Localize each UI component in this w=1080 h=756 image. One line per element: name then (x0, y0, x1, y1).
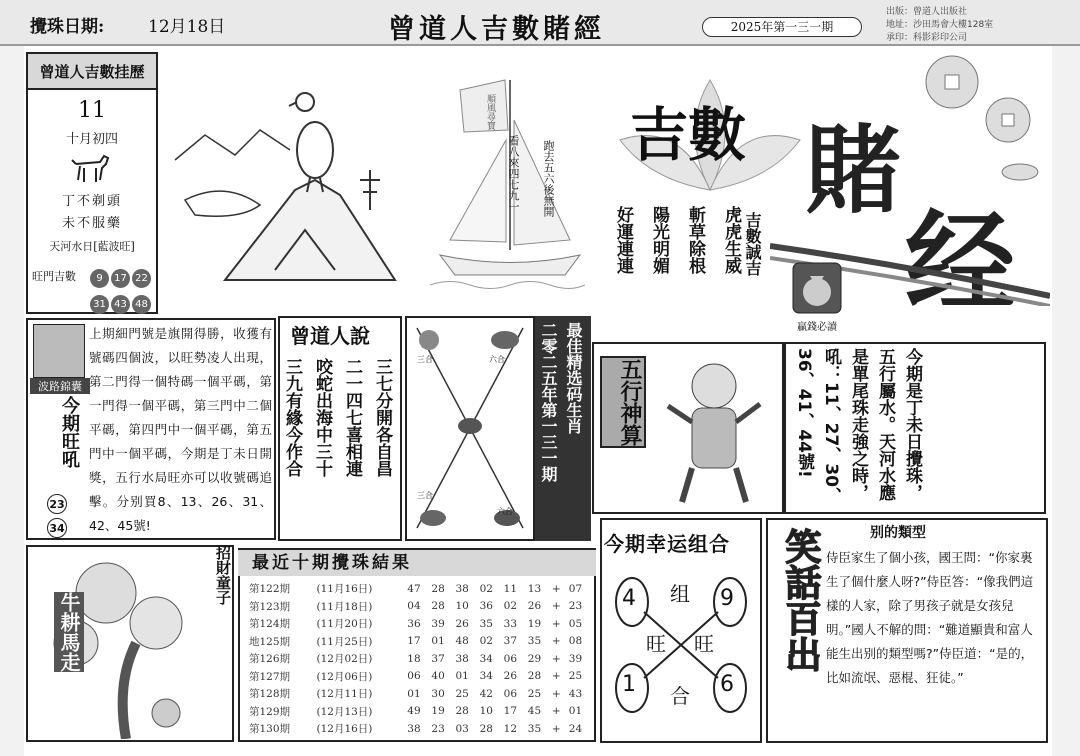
big-title-du: 賭 (805, 114, 901, 227)
result-number: 23 (431, 722, 445, 735)
calendar-title: 曾道人吉數挂歷 (28, 54, 156, 90)
issue-number: 2025年第一三一期 (702, 17, 862, 37)
calendar-taboo-1: 丁不剃頭 (61, 194, 122, 209)
result-number: 37 (431, 652, 445, 665)
result-date: (12月13日) (316, 705, 373, 718)
result-number: 01 (455, 670, 469, 683)
result-issue: 第126期 (249, 653, 291, 666)
five-elements-title: 五行神算 (600, 356, 646, 448)
boat-flag-text: 順風尋寶 (485, 94, 495, 130)
result-number: 25 (527, 687, 542, 700)
result-date: (11月20日) (316, 618, 373, 631)
result-number: 10 (479, 705, 493, 718)
result-number: 10 (455, 600, 469, 613)
result-issue: 第130期 (249, 723, 291, 736)
result-number: 39 (431, 617, 445, 630)
lucky-number: 48 (132, 295, 151, 314)
result-issue: 第127期 (249, 670, 291, 683)
poem-column: 虎虎生威 (721, 206, 741, 274)
result-number: + (551, 600, 561, 613)
result-issue: 第124期 (249, 618, 291, 631)
page-title: 曾道人吉數賭經 (388, 14, 605, 45)
draw-date-label: 攪珠日期: (30, 17, 105, 37)
relation-label: 三合 (417, 491, 433, 500)
hot-numbers-text: 上期細門號是旗開得勝，收獲有號碼四個波，以旺勢凌人出現，第二門得一個特碼一個平碼，第一門得一個平碼，第三門中二個平碼，第四門中一個平碼，第五門中一個平碼，今期是丁未日開獎，五行水局旺亦可以收號碼追擊。分别買8、13、26、31、42、45號! (89, 326, 272, 533)
fortune-child-label: 招財童子 (214, 545, 232, 605)
bird-on-hill-illustration (165, 80, 425, 300)
lucky-word-right: 旺 (694, 632, 714, 656)
big-title-jing: 经 (905, 198, 1015, 327)
table-row (248, 720, 592, 738)
relation-label: 六合 (497, 507, 513, 516)
poem-column: 陽光明媚 (649, 206, 669, 274)
lucky-number-2: 9 (720, 586, 734, 611)
saying-column: 三七分開各自昌 (372, 358, 392, 477)
result-number: 05 (568, 617, 583, 630)
result-number: + (551, 670, 561, 683)
result-number: 28 (431, 600, 445, 613)
zodiac-relation-panel (405, 316, 535, 541)
joke-heading: 笑話百出 (780, 528, 821, 672)
header-bar (0, 0, 1080, 46)
lucky-number: 43 (111, 295, 130, 314)
result-issue: 地125期 (249, 635, 291, 648)
child-figure-illustration (654, 352, 774, 508)
zodiac-cross-diagram (407, 318, 533, 539)
result-number: 36 (407, 617, 421, 630)
result-number: 13 (527, 582, 542, 595)
result-number: 28 (431, 582, 445, 595)
result-number: 01 (407, 687, 421, 700)
strip-issue-text: 二零二五年第一三一期 (539, 322, 558, 482)
result-issue: 第122期 (249, 583, 291, 596)
result-date: (12月06日) (316, 670, 373, 683)
result-number: + (551, 705, 561, 718)
result-number: 26 (503, 670, 518, 683)
lucky-number: 22 (132, 269, 151, 288)
result-number: 39 (568, 652, 583, 665)
result-date: (12月02日) (316, 653, 373, 666)
five-elements-text: 今期是丁未日攪珠，五行屬水。天河水應是單尾珠走強之時，吼：11、27、30、36、41、44號! (794, 348, 922, 504)
table-row (248, 633, 592, 651)
result-number: 02 (479, 635, 493, 648)
recent-results-title: 最近十期攪珠結果 (238, 550, 596, 576)
result-number: 34 (479, 652, 493, 665)
publisher-line-2: 地址：沙田馬會大樓128室 (886, 20, 994, 30)
sayings-title: 曾道人說 (290, 324, 370, 348)
result-number: 07 (568, 582, 583, 595)
result-number: 35 (527, 635, 542, 648)
result-number: 01 (431, 635, 445, 648)
hot-numbers-heading: 今期旺吼 (59, 396, 80, 468)
result-date: (11月16日) (316, 583, 373, 596)
result-number: 11 (503, 582, 518, 595)
lucky-number-4: 6 (720, 672, 734, 697)
recent-results-table (248, 580, 592, 738)
saying-column: 三九有緣今作合 (282, 358, 302, 477)
result-number: 38 (455, 652, 469, 665)
poem-column: 好運連連 (613, 206, 633, 274)
result-number: 29 (527, 652, 542, 665)
result-number: + (551, 617, 561, 630)
result-number: 19 (527, 617, 542, 630)
result-number: 25 (568, 670, 583, 683)
result-number: 49 (407, 705, 421, 718)
win-badge-label: 贏錢必讀 (797, 322, 837, 333)
poem-side: 吉數誠吉 (743, 212, 762, 276)
result-number: 08 (568, 635, 583, 648)
hot-numbers-tag: 波路錦囊 (30, 378, 90, 394)
saying-column: 咬蛇出海中三十 (312, 358, 332, 477)
result-number: + (551, 722, 561, 735)
result-date: (12月11日) (316, 688, 373, 701)
result-number: 01 (568, 705, 583, 718)
result-number: 06 (503, 652, 518, 665)
result-number: 28 (527, 670, 542, 683)
relation-label: 六合 (489, 355, 505, 364)
result-number: 28 (479, 722, 493, 735)
result-number: 23 (568, 600, 583, 613)
result-number: 47 (407, 582, 421, 595)
publisher-line-3: 承印：科影彩印公司 (886, 33, 968, 43)
result-number: 48 (455, 635, 469, 648)
result-number: 36 (479, 600, 493, 613)
result-number: 26 (455, 617, 469, 630)
calendar-taboo-2: 未不服藥 (61, 216, 122, 231)
result-number: 02 (503, 600, 518, 613)
draw-date: 12月18日 (148, 17, 226, 37)
right-border (1052, 46, 1080, 756)
sayings-columns (281, 358, 395, 477)
result-number: 02 (479, 582, 493, 595)
publisher-line-1: 出版：曾道人出版社 (886, 7, 968, 17)
table-row (248, 598, 592, 616)
result-number: 25 (455, 687, 469, 700)
result-number: 03 (455, 722, 469, 735)
calendar-lunar-date: 十月初四 (65, 132, 118, 147)
poem-column: 斬草除根 (685, 206, 705, 274)
result-number: 06 (407, 670, 421, 683)
lucky-numbers-row-2 (90, 292, 153, 314)
boat-verse-right: 跑去五六後無開 (542, 140, 555, 217)
result-number: 45 (527, 705, 542, 718)
result-number: 38 (407, 722, 421, 735)
lucky-number-1: 4 (622, 586, 636, 611)
result-number: 35 (527, 722, 542, 735)
hot-number-circle: 23 (47, 494, 67, 514)
left-border (0, 46, 24, 756)
result-number: 33 (503, 617, 518, 630)
hot-number-circle: 34 (47, 518, 67, 538)
result-number: 42 (479, 687, 493, 700)
table-row (248, 703, 592, 721)
result-number: 35 (479, 617, 493, 630)
joke-title: 别的類型 (870, 525, 926, 541)
result-number: 17 (503, 705, 518, 718)
result-number: 37 (503, 635, 518, 648)
table-row (248, 615, 592, 633)
result-number: 06 (503, 687, 518, 700)
money-bag-icon (792, 262, 842, 326)
lucky-combo-title: 今期幸运组合 (604, 532, 730, 556)
lucky-numbers-row-1 (90, 266, 153, 288)
result-date: (11月18日) (316, 600, 373, 613)
strip-best-zodiac: 最佳精选码生肖 (564, 322, 583, 434)
calendar-element-day: 天河水日[藍波旺] (49, 240, 135, 253)
saying-column: 二一四七喜相連 (342, 358, 362, 477)
result-number: + (551, 635, 561, 648)
lucky-word-bottom: 合 (670, 684, 690, 708)
prospector-icon (33, 324, 85, 378)
result-number: 24 (568, 722, 583, 735)
result-date: (11月25日) (316, 635, 373, 648)
result-number: + (551, 687, 561, 700)
result-date: (12月16日) (316, 723, 373, 736)
result-number: 40 (431, 670, 445, 683)
result-number: 17 (407, 635, 421, 648)
calendar-panel (26, 52, 158, 314)
table-row (248, 580, 592, 598)
goat-icon (70, 150, 114, 186)
result-number: 26 (527, 600, 542, 613)
relation-label: 三合 (417, 355, 433, 364)
result-number: 19 (431, 705, 445, 718)
joke-text: 侍臣家生了個小孩，國王問：“你家裏生了個什麼人呀?”侍臣答：“像我們這樣的人家，除了男孩子就是女孩兒明。”國人不解的問：“難道顯貴和富人能生出别的類型嗎?”侍臣道：“是的，比如流氓、惡棍、狂徒。” (826, 550, 1034, 685)
result-number: 04 (407, 600, 421, 613)
result-number: 28 (455, 705, 469, 718)
big-title-jishu: 吉數 (630, 101, 747, 169)
result-number: 43 (568, 687, 583, 700)
table-row (248, 685, 592, 703)
result-issue: 第123期 (249, 600, 291, 613)
lucky-number: 31 (90, 295, 109, 314)
table-row (248, 650, 592, 668)
result-issue: 第129期 (249, 705, 291, 718)
result-number: 38 (455, 582, 469, 595)
lucky-number: 17 (111, 269, 130, 288)
coins-decoration (920, 52, 1040, 192)
fortune-child-phrase: 牛耕馬走 (54, 592, 84, 672)
result-number: 18 (407, 652, 421, 665)
result-number: 30 (431, 687, 445, 700)
poem-columns (610, 206, 744, 274)
table-row (248, 668, 592, 686)
lucky-number-3: 1 (622, 672, 636, 697)
result-number: 34 (479, 670, 493, 683)
lucky-number: 9 (90, 269, 109, 288)
result-issue: 第128期 (249, 688, 291, 701)
lucky-numbers-label: 旺門吉數 (32, 270, 76, 283)
calendar-day: 11 (78, 98, 106, 123)
boat-verse-left: 看八來四七九一 (507, 135, 520, 212)
lucky-word-top: 组 (670, 582, 690, 606)
result-number: + (551, 582, 561, 595)
lucky-word-left: 旺 (646, 632, 666, 656)
result-number: + (551, 652, 561, 665)
result-number: 12 (503, 722, 518, 735)
